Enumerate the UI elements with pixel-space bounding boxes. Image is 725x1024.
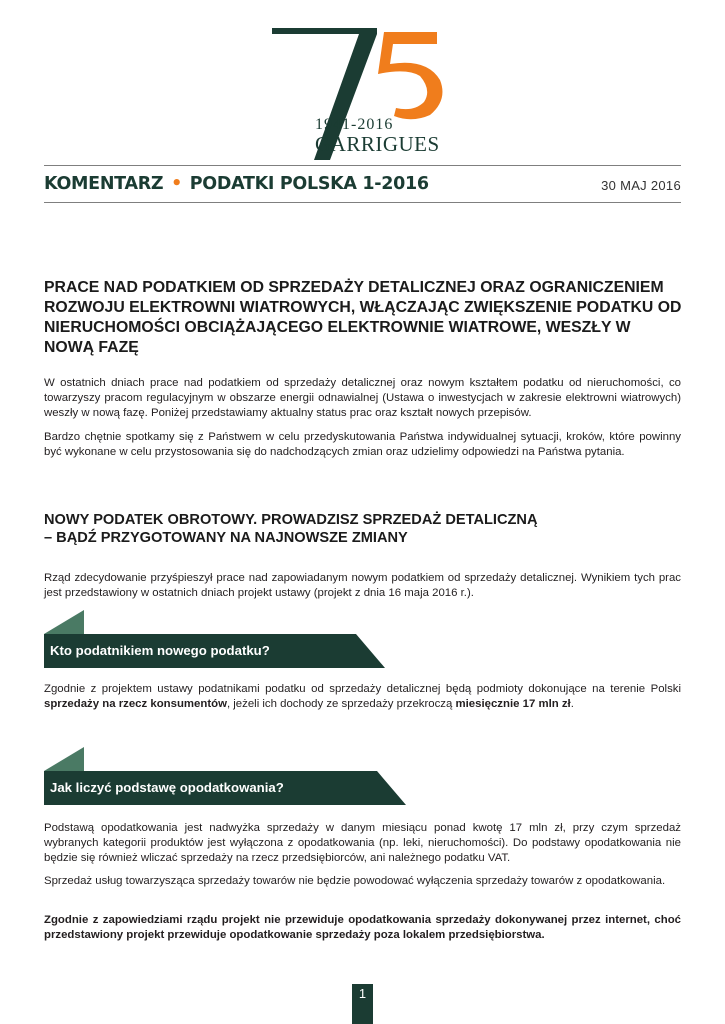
header-title-topic: PODATKI POLSKA 1-2016 <box>189 174 429 194</box>
main-title: PRACE NAD PODATKIEM OD SPRZEDAŻY DETALICZNEJ ORAZ OGRANICZENIEM ROZWOJU ELEKTROWNI WIATROWYCH, WŁĄCZAJĄC ZWIĘKSZENIE PODATKU OD NIERUCHOMOŚCI OBCIĄŻAJĄCEGO ELEKTROWNIE WIATROWE, WESZŁY W NOWĄ FAZĘ <box>44 279 682 356</box>
logo-years: 1941-2016 <box>315 116 394 133</box>
logo-brand: GARRIGUES <box>315 132 440 156</box>
question-1-label: Kto podatnikiem nowego podatku? <box>50 643 270 658</box>
logo-five-shape <box>378 32 442 119</box>
question-2-paragraph-2: Sprzedaż usług towarzysząca sprzedaży towarów nie będzie powodować wyłączenia sprzedaży towarów z opodatkowania. <box>44 875 666 887</box>
q1-answer-bold-1: sprzedaży na rzecz konsumentów <box>44 698 227 710</box>
header-title <box>44 174 429 194</box>
question-2-paragraph-1: Podstawą opodatkowania jest nadwyżka sprzedaży w danym miesiącu ponad kwotę 17 mln zł, przy czym sprzedaż wybranych kategorii produktów jest wyłączona z opodatkowania (np. leki, nieruchomości). Do podstawy opodatkowania nie będzie się również wliczać sprzedaży na rzecz przedsiębiorców, ani należnego podatku VAT. <box>44 822 681 864</box>
header-title-bullet: • <box>171 174 182 194</box>
banner-2-light-triangle <box>44 747 84 771</box>
section-title-line-1: NOWY PODATEK OBROTOWY. PROWADZISZ SPRZEDAŻ DETALICZNĄ <box>44 512 538 528</box>
header-rule-top <box>44 165 681 166</box>
question-banner-2 <box>44 747 444 807</box>
header-date: 30 MAJ 2016 <box>601 178 681 193</box>
question-banner-1 <box>44 610 444 670</box>
q1-answer-text-1: Zgodnie z projektem ustawy podatnikami podatku od sprzedaży detalicznej będą podmioty dokonujące na terenie Polski <box>44 683 681 695</box>
q1-answer-text-3: . <box>570 698 574 710</box>
garrigues-75-logo <box>262 20 462 160</box>
header-rule-bottom <box>44 202 681 203</box>
section-title-turnover-tax <box>44 511 684 547</box>
section-title-line-2: – BĄDŹ PRZYGOTOWANY NA NAJNOWSZE ZMIANY <box>44 530 408 546</box>
q1-answer-text-2: , jeżeli ich dochody ze sprzedaży przekroczą <box>226 698 456 710</box>
intro-paragraph-1: W ostatnich dniach prace nad podatkiem od sprzedaży detalicznej oraz nowym kształtem podatku od nieruchomości, co towarzyszy pracom regulacyjnym w obszarze energii odnawialnej (Ustawa o inwestycjach w zakresie elektrowni wiatrowych) weszły w nową fazę. Poniżej przedstawiamy aktualny status prac oraz kształt nowych przepisów. <box>44 377 681 419</box>
banner-1-light-triangle <box>44 610 84 634</box>
section1-paragraph: Rząd zdecydowanie przyśpieszył prace nad zapowiadanym nowym podatkiem od sprzedaży detalicznej. Wynikiem tych prac jest przedstawiony w ostatnich dniach projekt ustawy (projekt z dnia 16 maja 2016 r.). <box>44 572 681 599</box>
question-1-answer <box>44 682 681 712</box>
question-2-paragraph-3: Zgodnie z zapowiedziami rządu projekt nie przewiduje opodatkowania sprzedaży dokonywanej przez internet, choć przedstawiony projekt przewiduje opodatkowanie sprzedaży poza lokalem przedsiębiorstwa. <box>44 914 681 941</box>
intro-paragraph-2: Bardzo chętnie spotkamy się z Państwem w celu przedyskutowania Państwa indywidualnej sytuacji, kroków, które powinny być wykonane w celu przystosowania się do nadchodzących zmian oraz udzielimy odpowiedzi na Państwa pytania. <box>44 431 681 458</box>
question-2-label: Jak liczyć podstawę opodatkowania? <box>50 780 284 795</box>
q1-answer-bold-2: miesięcznie 17 mln zł <box>455 698 571 710</box>
header-title-komentarz: KOMENTARZ <box>44 174 164 194</box>
page-number: 1 <box>358 986 367 1001</box>
